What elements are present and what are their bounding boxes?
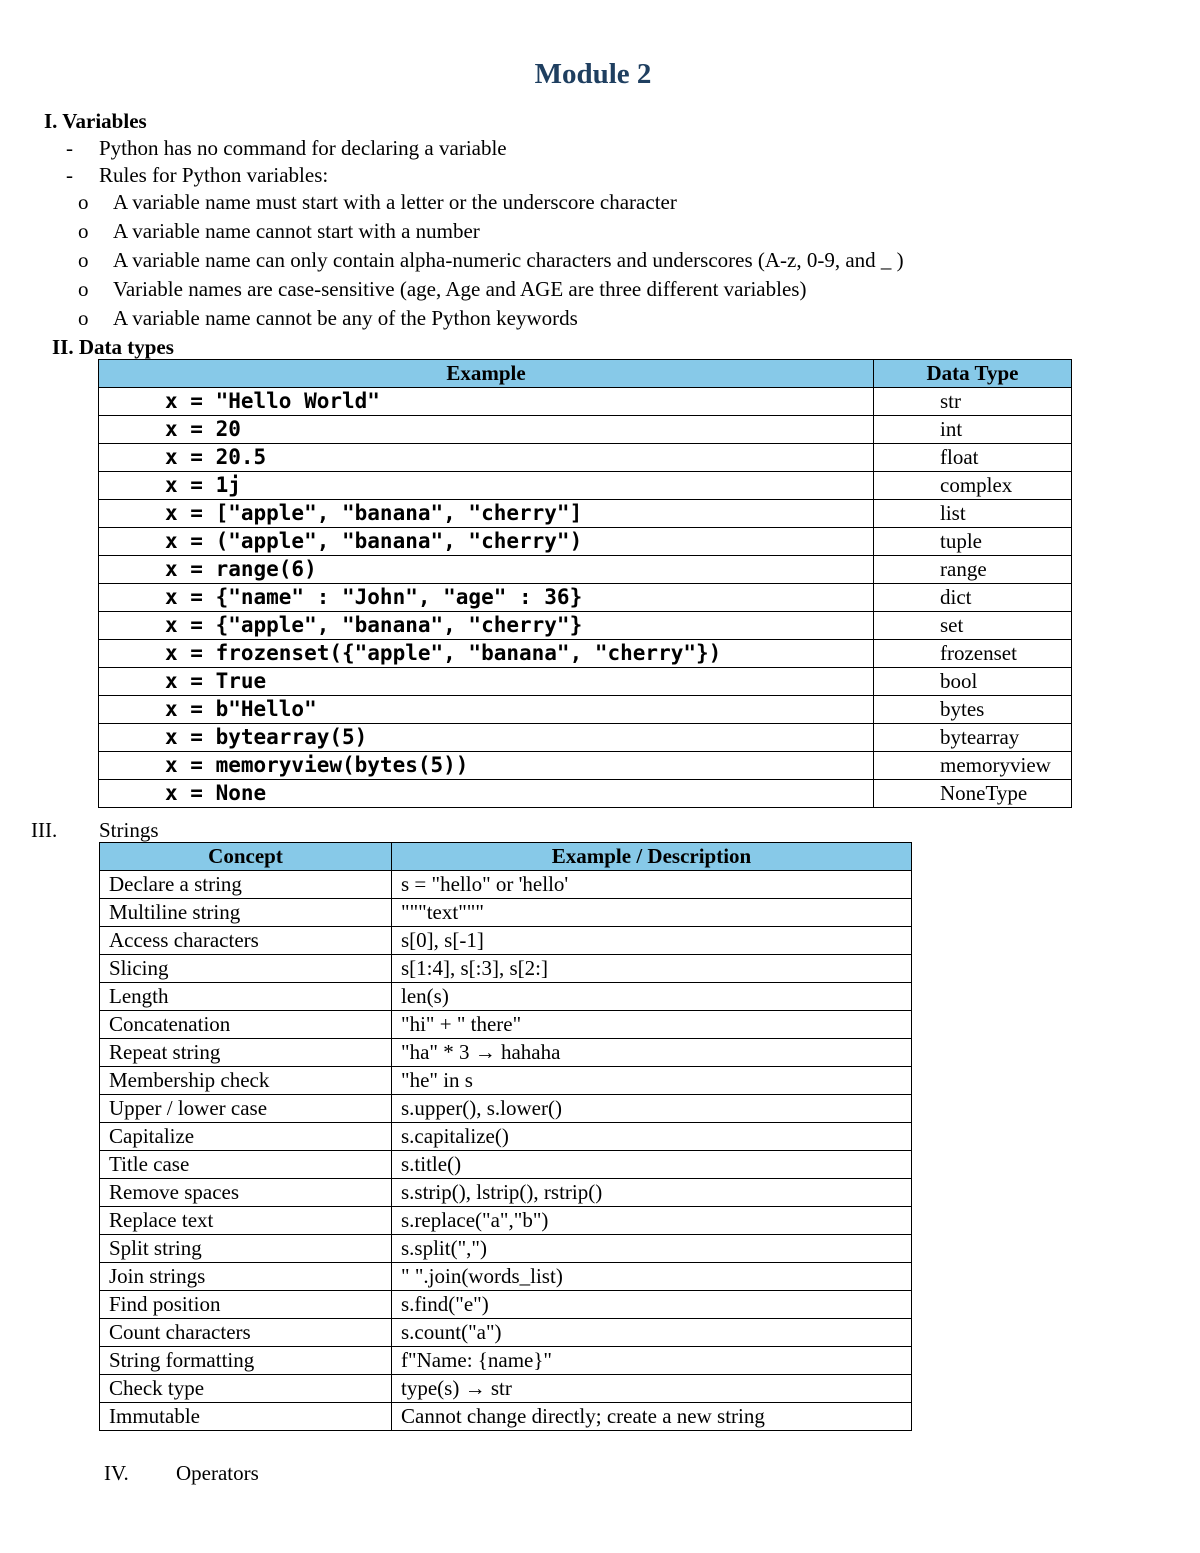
table-row bbox=[100, 1347, 912, 1375]
example-cell: x = True bbox=[99, 668, 874, 696]
example-cell: x = {"apple", "banana", "cherry"} bbox=[99, 612, 874, 640]
table-row bbox=[100, 955, 912, 983]
column-header-concept: Concept bbox=[100, 843, 392, 871]
description-cell: s[0], s[-1] bbox=[392, 927, 912, 955]
concept-cell: Replace text bbox=[100, 1207, 392, 1235]
description-cell: Cannot change directly; create a new string bbox=[392, 1403, 912, 1431]
table-row bbox=[99, 416, 1072, 444]
table-row bbox=[100, 1095, 912, 1123]
concept-cell: Split string bbox=[100, 1235, 392, 1263]
example-cell: x = frozenset({"apple", "banana", "cherry"}) bbox=[99, 640, 874, 668]
table-row bbox=[100, 1375, 912, 1403]
concept-cell: Membership check bbox=[100, 1067, 392, 1095]
example-cell: x = b"Hello" bbox=[99, 696, 874, 724]
strings-numeral: III. bbox=[31, 818, 58, 842]
data-type-cell: bytearray bbox=[874, 724, 1072, 752]
example-cell: x = memoryview(bytes(5)) bbox=[99, 752, 874, 780]
description-cell: s.strip(), lstrip(), rstrip() bbox=[392, 1179, 912, 1207]
table-row bbox=[99, 640, 1072, 668]
data-type-cell: dict bbox=[874, 584, 1072, 612]
table-row bbox=[100, 1123, 912, 1151]
example-cell: x = range(6) bbox=[99, 556, 874, 584]
concept-cell: Check type bbox=[100, 1375, 392, 1403]
bullet-circle: o bbox=[78, 190, 89, 214]
data-type-cell: tuple bbox=[874, 528, 1072, 556]
bullet-item: Rules for Python variables: bbox=[99, 163, 329, 187]
data-type-cell: str bbox=[874, 388, 1072, 416]
data-type-cell: bool bbox=[874, 668, 1072, 696]
table-row bbox=[100, 1011, 912, 1039]
table-header-row bbox=[100, 843, 912, 871]
example-cell: x = ["apple", "banana", "cherry"] bbox=[99, 500, 874, 528]
rule-item: A variable name must start with a letter or the underscore character bbox=[113, 190, 677, 214]
data-type-cell: complex bbox=[874, 472, 1072, 500]
data-type-cell: range bbox=[874, 556, 1072, 584]
description-cell: "ha" * 3 → hahaha bbox=[392, 1039, 912, 1067]
description-cell: s.capitalize() bbox=[392, 1123, 912, 1151]
table-row bbox=[99, 696, 1072, 724]
table-row bbox=[99, 584, 1072, 612]
table-row bbox=[99, 780, 1072, 808]
description-cell: s.title() bbox=[392, 1151, 912, 1179]
concept-cell: Join strings bbox=[100, 1263, 392, 1291]
table-row bbox=[100, 1067, 912, 1095]
example-cell: x = ("apple", "banana", "cherry") bbox=[99, 528, 874, 556]
bullet-dash: - bbox=[66, 136, 73, 160]
concept-cell: Immutable bbox=[100, 1403, 392, 1431]
concept-cell: Multiline string bbox=[100, 899, 392, 927]
concept-cell: String formatting bbox=[100, 1347, 392, 1375]
table-row bbox=[100, 1291, 912, 1319]
column-header-example: Example bbox=[99, 360, 874, 388]
description-cell: s[1:4], s[:3], s[2:] bbox=[392, 955, 912, 983]
example-cell: x = 1j bbox=[99, 472, 874, 500]
description-cell: "he" in s bbox=[392, 1067, 912, 1095]
data-type-cell: list bbox=[874, 500, 1072, 528]
bullet-circle: o bbox=[78, 248, 89, 272]
table-row bbox=[100, 1039, 912, 1067]
data-type-cell: frozenset bbox=[874, 640, 1072, 668]
example-cell: x = 20.5 bbox=[99, 444, 874, 472]
table-row bbox=[99, 528, 1072, 556]
data-type-cell: NoneType bbox=[874, 780, 1072, 808]
example-cell: x = 20 bbox=[99, 416, 874, 444]
description-cell: s = "hello" or 'hello' bbox=[392, 871, 912, 899]
data-type-cell: memoryview bbox=[874, 752, 1072, 780]
example-cell: x = bytearray(5) bbox=[99, 724, 874, 752]
bullet-dash: - bbox=[66, 163, 73, 187]
bullet-circle: o bbox=[78, 306, 89, 330]
table-row bbox=[99, 388, 1072, 416]
concept-cell: Slicing bbox=[100, 955, 392, 983]
table-row bbox=[99, 500, 1072, 528]
concept-cell: Find position bbox=[100, 1291, 392, 1319]
example-cell: x = {"name" : "John", "age" : 36} bbox=[99, 584, 874, 612]
description-cell: len(s) bbox=[392, 983, 912, 1011]
table-header-row bbox=[99, 360, 1072, 388]
bullet-circle: o bbox=[78, 219, 89, 243]
example-cell: x = "Hello World" bbox=[99, 388, 874, 416]
table-row bbox=[99, 752, 1072, 780]
table-row bbox=[99, 724, 1072, 752]
rule-item: A variable name cannot start with a number bbox=[113, 219, 480, 243]
description-cell: "hi" + " there" bbox=[392, 1011, 912, 1039]
page-title: Module 2 bbox=[534, 58, 652, 90]
operators-numeral: IV. bbox=[104, 1461, 129, 1485]
table-row bbox=[100, 1263, 912, 1291]
table-row bbox=[100, 1179, 912, 1207]
concept-cell: Access characters bbox=[100, 927, 392, 955]
concept-cell: Length bbox=[100, 983, 392, 1011]
description-cell: """text""" bbox=[392, 899, 912, 927]
table-row bbox=[99, 444, 1072, 472]
variables-heading: I. Variables bbox=[44, 109, 147, 133]
strings-table bbox=[99, 842, 912, 1431]
description-cell: s.find("e") bbox=[392, 1291, 912, 1319]
table-row bbox=[99, 472, 1072, 500]
description-cell: s.replace("a","b") bbox=[392, 1207, 912, 1235]
table-row bbox=[99, 556, 1072, 584]
data-type-cell: bytes bbox=[874, 696, 1072, 724]
table-row bbox=[99, 668, 1072, 696]
concept-cell: Repeat string bbox=[100, 1039, 392, 1067]
column-header-example-description: Example / Description bbox=[392, 843, 912, 871]
concept-cell: Count characters bbox=[100, 1319, 392, 1347]
description-cell: type(s) → str bbox=[392, 1375, 912, 1403]
data-type-cell: int bbox=[874, 416, 1072, 444]
data-type-cell: set bbox=[874, 612, 1072, 640]
rule-item: A variable name cannot be any of the Python keywords bbox=[113, 306, 578, 330]
table-row bbox=[99, 612, 1072, 640]
description-cell: f"Name: {name}" bbox=[392, 1347, 912, 1375]
description-cell: s.split(",") bbox=[392, 1235, 912, 1263]
description-cell: " ".join(words_list) bbox=[392, 1263, 912, 1291]
strings-heading: Strings bbox=[99, 818, 159, 842]
concept-cell: Capitalize bbox=[100, 1123, 392, 1151]
table-row bbox=[100, 1151, 912, 1179]
concept-cell: Concatenation bbox=[100, 1011, 392, 1039]
table-row bbox=[100, 899, 912, 927]
table-row bbox=[100, 927, 912, 955]
table-row bbox=[100, 1319, 912, 1347]
concept-cell: Upper / lower case bbox=[100, 1095, 392, 1123]
rule-item: Variable names are case-sensitive (age, Age and AGE are three different variables) bbox=[113, 277, 807, 301]
description-cell: s.count("a") bbox=[392, 1319, 912, 1347]
table-row bbox=[100, 983, 912, 1011]
rule-item: A variable name can only contain alpha-numeric characters and underscores (A-z, 0-9, and _ ) bbox=[113, 248, 904, 272]
table-row bbox=[100, 871, 912, 899]
bullet-circle: o bbox=[78, 277, 89, 301]
column-header-data-type: Data Type bbox=[874, 360, 1072, 388]
operators-heading: Operators bbox=[176, 1461, 259, 1485]
example-cell: x = None bbox=[99, 780, 874, 808]
bullet-item: Python has no command for declaring a variable bbox=[99, 136, 507, 160]
table-row bbox=[100, 1235, 912, 1263]
concept-cell: Remove spaces bbox=[100, 1179, 392, 1207]
data-types-heading: II. Data types bbox=[52, 335, 174, 359]
concept-cell: Declare a string bbox=[100, 871, 392, 899]
data-type-cell: float bbox=[874, 444, 1072, 472]
data-types-table bbox=[98, 359, 1072, 808]
concept-cell: Title case bbox=[100, 1151, 392, 1179]
description-cell: s.upper(), s.lower() bbox=[392, 1095, 912, 1123]
table-row bbox=[100, 1207, 912, 1235]
table-row bbox=[100, 1403, 912, 1431]
